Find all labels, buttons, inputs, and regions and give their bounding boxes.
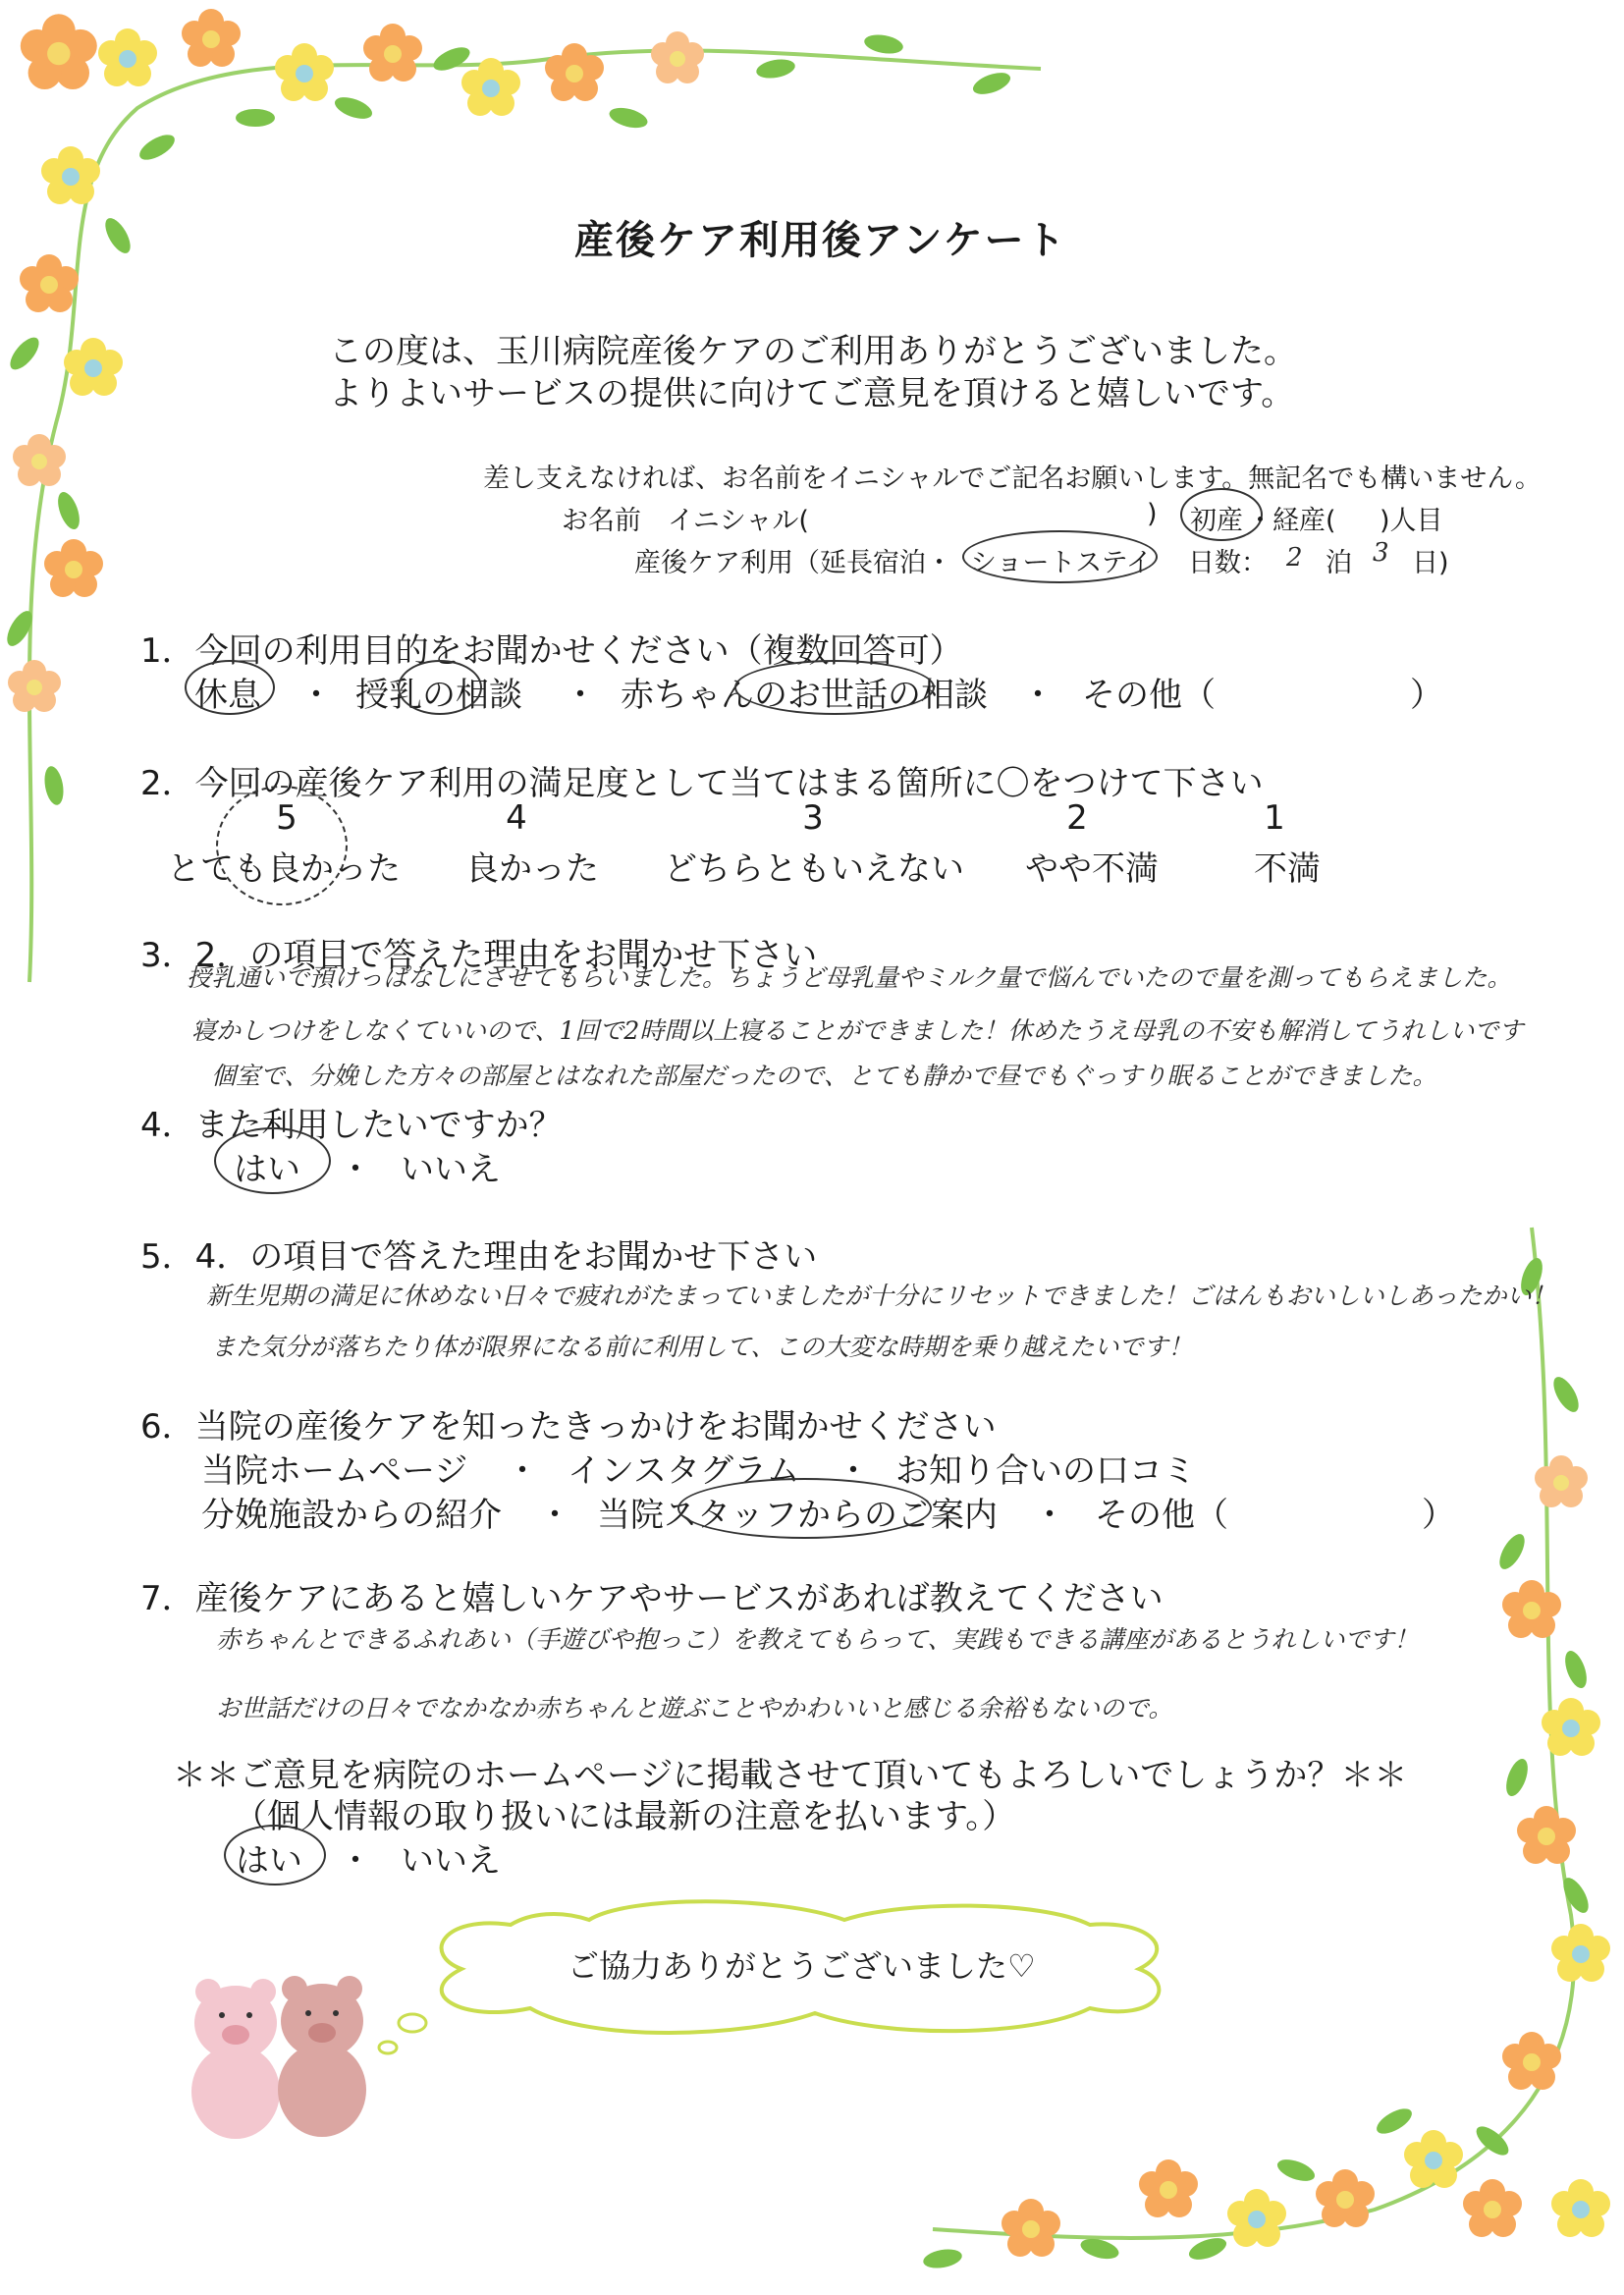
q2-scale-number: 3	[802, 798, 824, 838]
q7-question: 7．産後ケアにあると嬉しいケアやサービスがあれば教えてください	[140, 1579, 1164, 1618]
name-label: お名前 イニシャル(	[562, 506, 809, 536]
q4-question: 4．また利用したいですか？	[140, 1106, 563, 1145]
q3-answer-line: 授乳通いで預けっぱなしにさせてもらいました。ちょうど母乳量やミルク量で悩んでいたので量を測ってもらえました。	[187, 963, 1512, 992]
q2-scale-number: 4	[506, 798, 527, 838]
thanks-message: ご協力ありがとうございました♡	[568, 1947, 1036, 1985]
consent-note: （個人情報の取り扱いには最新の注意を払います。）	[234, 1797, 1016, 1836]
q6-option-instagram[interactable]: インスタグラム	[568, 1451, 800, 1491]
usage-label: 産後ケア利用（延長宿泊・	[634, 548, 952, 578]
q6-option-website[interactable]: 当院ホームページ	[201, 1451, 468, 1491]
parity-multi-option[interactable]: 経産(	[1272, 506, 1336, 536]
q2-option-bad[interactable]: 不満	[1254, 849, 1321, 889]
consent-option-no[interactable]: いいえ	[401, 1841, 501, 1881]
q5-answer-line: また気分が落ちたり体が限界になる前に利用して、この大変な時期を乗り越えたいです！	[211, 1333, 1193, 1361]
q5-question: 5．4．の項目で答えた理由をお聞かせ下さい	[140, 1237, 818, 1277]
days-unit: 日)	[1412, 548, 1449, 578]
q6-dot: ・	[506, 1451, 539, 1491]
q1-question: 1．今回の利用目的をお聞かせください（複数回答可）	[140, 631, 963, 671]
q1-dot: ・	[1021, 676, 1055, 715]
name-close-paren: )	[1147, 499, 1158, 529]
q1-option-feeding[interactable]: 授乳の相談	[355, 676, 522, 715]
days-value: 3	[1373, 538, 1389, 568]
q2-scale-number: 2	[1066, 798, 1088, 838]
nights-unit: 泊	[1326, 548, 1352, 578]
q6-other-close: ）	[1422, 1496, 1455, 1535]
q6-dot: ・	[837, 1451, 870, 1491]
q6-option-birth-facility[interactable]: 分娩施設からの紹介	[201, 1496, 502, 1535]
brown-bear-illustration	[278, 1976, 366, 2137]
q4-option-yes[interactable]: はい	[234, 1150, 300, 1189]
q2-option-somewhat-bad[interactable]: やや不満	[1025, 849, 1159, 889]
q6-option-staff-referral[interactable]: 当院スタッフからのご案内	[597, 1496, 998, 1535]
q6-option-word-of-mouth[interactable]: お知り合いの口コミ	[895, 1451, 1196, 1491]
name-initials-field[interactable]	[815, 501, 1139, 530]
q2-option-very-good[interactable]: とても良かった	[167, 849, 401, 889]
q6-option-other[interactable]: その他（	[1095, 1496, 1228, 1535]
q1-option-rest[interactable]: 休息	[194, 676, 261, 715]
short-stay-circle-mark	[962, 530, 1158, 583]
parity-dot: ・	[1247, 506, 1273, 536]
q1-dot: ・	[564, 676, 597, 715]
q6-dot: ・	[538, 1496, 571, 1535]
q2-option-neutral[interactable]: どちらともいえない	[664, 849, 964, 889]
intro-line-2: よりよいサービスの提供に向けてご意見を頂けると嬉しいです。	[329, 374, 1295, 413]
q6-staff-circle-mark	[677, 1478, 932, 1539]
q6-dot: ・	[1033, 1496, 1066, 1535]
q1-option-other[interactable]: その他（	[1082, 676, 1216, 715]
q1-baby-care-circle-mark	[734, 660, 935, 715]
q1-other-close: ）	[1410, 676, 1443, 715]
survey-title: 産後ケア利用後アンケート	[574, 218, 1067, 263]
usage-short-stay-option[interactable]: ショートステイ	[970, 548, 1153, 578]
q7-answer-line: 赤ちゃんとできるふれあい（手遊びや抱っこ）を教えてもらって、実践もできる講座があるとうれしいです！	[216, 1625, 1419, 1654]
q4-option-no[interactable]: いいえ	[401, 1150, 501, 1189]
days-label: 日数：	[1188, 548, 1268, 578]
q2-selected-circle-mark	[216, 786, 348, 905]
q2-question: 2．今回の産後ケア利用の満足度として当てはまる箇所に〇をつけて下さい	[140, 764, 1264, 803]
q4-dot: ・	[339, 1150, 372, 1189]
consent-yes-circle-mark	[224, 1825, 326, 1885]
q3-question: 3．2．の項目で答えた理由をお聞かせ下さい	[140, 936, 818, 975]
q6-question: 6．当院の産後ケアを知ったきっかけをお聞かせください	[140, 1407, 997, 1447]
consent-question: ＊＊ご意見を病院のホームページに掲載させて頂いてもよろしいでしょうか？＊＊	[173, 1756, 1408, 1795]
q1-dot: ・	[299, 676, 333, 715]
parity-count-label: )人目	[1380, 506, 1443, 536]
q2-option-good[interactable]: 良かった	[465, 849, 599, 889]
q3-answer-line: 寝かしつけをしなくていいので、1回で2時間以上寝ることができました！休めたうえ母乳の不安も解消してうれしいです	[191, 1016, 1524, 1045]
q2-scale-number: 5	[276, 798, 298, 838]
pink-bear-illustration	[191, 1979, 280, 2139]
q1-feeding-circle-mark	[398, 660, 482, 715]
consent-option-yes[interactable]: はい	[236, 1841, 302, 1881]
q1-option-baby-care[interactable]: 赤ちゃんのお世話の相談	[621, 676, 988, 715]
q1-rest-circle-mark	[185, 660, 275, 715]
q4-yes-circle-mark	[214, 1127, 331, 1194]
q7-answer-line: お世話だけの日々でなかなか赤ちゃんと遊ぶことやかわいいと感じる余裕もないので。	[216, 1694, 1173, 1722]
q3-answer-line: 個室で、分娩した方々の部屋とはなれた部屋だったので、とても静かで昼でもぐっすり眠ることができました。	[211, 1062, 1437, 1090]
initials-note: 差し支えなければ、お名前をイニシャルでご記名お願いします。無記名でも構いません。	[483, 464, 1542, 494]
parity-first-option[interactable]: 初産	[1190, 506, 1243, 536]
nights-value: 2	[1286, 543, 1303, 573]
q5-answer-line: 新生児期の満足に休めない日々で疲れがたまっていましたが十分にリセットできました！ごはんもおいしいしあったかい！	[206, 1282, 1556, 1310]
consent-dot: ・	[339, 1841, 372, 1881]
q2-scale-number: 1	[1264, 798, 1285, 838]
intro-line-1: この度は、玉川病院産後ケアのご利用ありがとうございました。	[329, 332, 1297, 371]
